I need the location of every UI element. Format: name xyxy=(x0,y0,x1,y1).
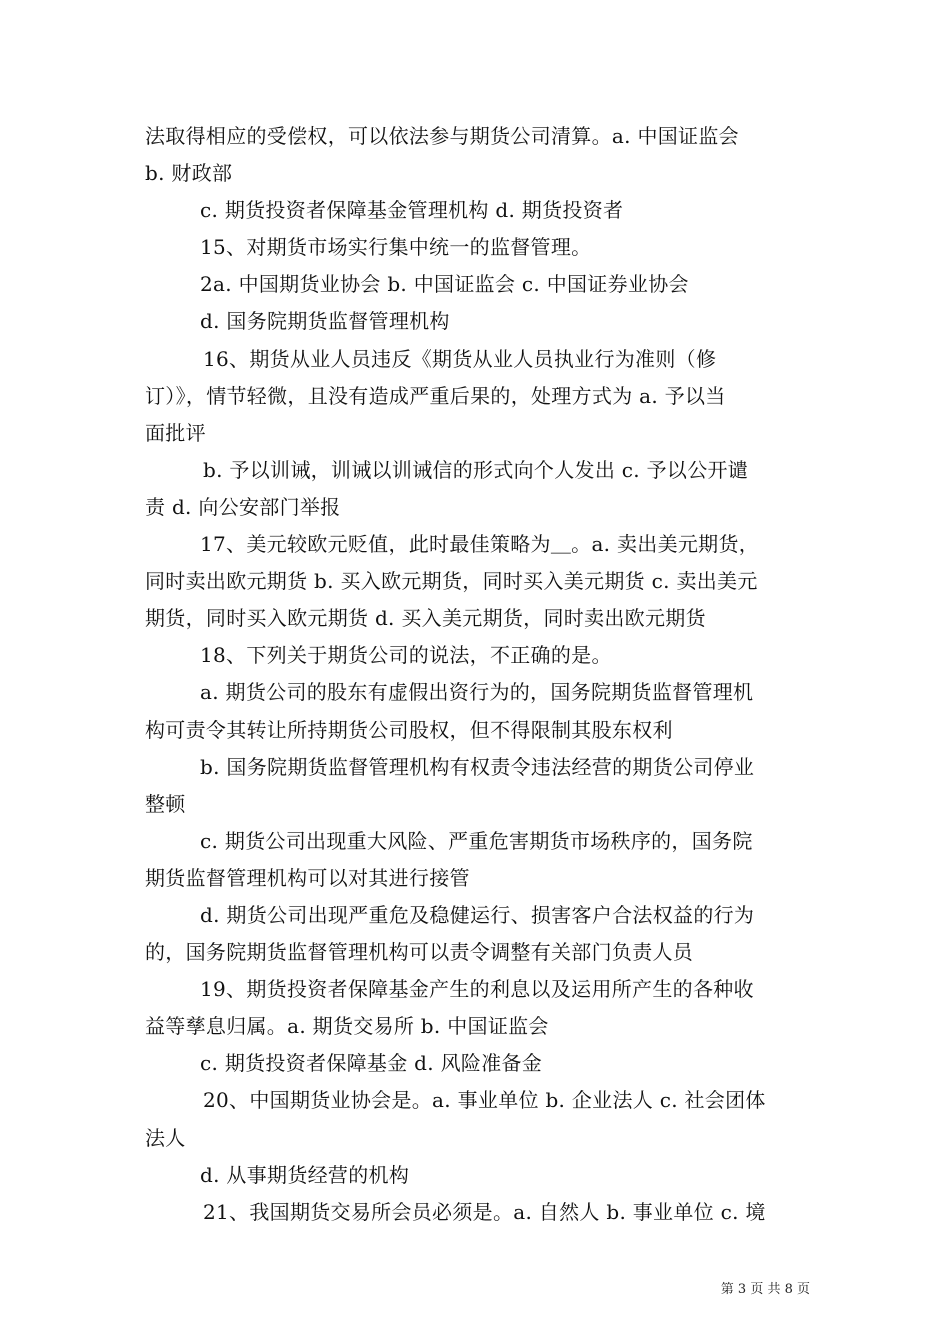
text-line: c. 期货投资者保障基金 d. 风险准备金 xyxy=(200,1051,543,1076)
text-line: 同时卖出欧元期货 b. 买入欧元期货，同时买入美元期货 c. 卖出美元 xyxy=(145,569,758,594)
page-number-footer: 第 3 页 共 8 页 xyxy=(720,1282,810,1297)
text-line: 期货，同时买入欧元期货 d. 买入美元期货，同时卖出欧元期货 xyxy=(145,606,706,631)
question-16: 16、期货从业人员违反《期货从业人员执业行为准则（修 xyxy=(203,346,717,371)
text-line: d. 国务院期货监督管理机构 xyxy=(200,309,450,334)
text-line: 2a. 中国期货业协会 b. 中国证监会 c. 中国证券业协会 xyxy=(200,272,689,297)
text-line: b. 国务院期货监督管理机构有权责令违法经营的期货公司停业 xyxy=(200,754,755,779)
text-line: 订）》，情节轻微，且没有造成严重后果的，处理方式为 a. 予以当 xyxy=(145,383,726,408)
text-line: c. 期货公司出现重大风险、严重危害期货市场秩序的，国务院 xyxy=(200,828,753,853)
document-body xyxy=(145,118,810,1231)
text-line: 整顿 xyxy=(145,791,186,816)
question-15: 15、对期货市场实行集中统一的监督管理。 xyxy=(200,235,592,260)
text-line: d. 期货公司出现严重危及稳健运行、损害客户合法权益的行为 xyxy=(200,902,755,927)
question-18: 18、下列关于期货公司的说法，不正确的是。 xyxy=(200,643,612,668)
text-line: 法人 xyxy=(145,1125,186,1150)
text-line: a. 期货公司的股东有虚假出资行为的，国务院期货监督管理机 xyxy=(200,680,754,705)
text-line: 的，国务院期货监督管理机构可以责令调整有关部门负责人员 xyxy=(145,940,694,965)
text-line: 构可责令其转让所持期货公司股权，但不得限制其股东权利 xyxy=(145,717,673,742)
text-line: b. 财政部 xyxy=(145,161,233,186)
text-line: 期货监督管理机构可以对其进行接管 xyxy=(145,865,470,890)
question-19: 19、期货投资者保障基金产生的利息以及运用所产生的各种收 xyxy=(200,977,754,1002)
question-20: 20、中国期货业协会是。a. 事业单位 b. 企业法人 c. 社会团体 xyxy=(203,1088,766,1113)
text-line: 益等孳息归属。a. 期货交易所 b. 中国证监会 xyxy=(145,1014,549,1039)
text-line: b. 予以训诫，训诫以训诫信的形式向个人发出 c. 予以公开谴 xyxy=(203,457,749,482)
text-line: 法取得相应的受偿权，可以依法参与期货公司清算。a. 中国证监会 xyxy=(145,124,739,148)
text-line: d. 从事期货经营的机构 xyxy=(200,1162,410,1187)
text-line: c. 期货投资者保障基金管理机构 d. 期货投资者 xyxy=(200,198,624,223)
question-21: 21、我国期货交易所会员必须是。a. 自然人 b. 事业单位 c. 境 xyxy=(203,1199,766,1224)
question-17: 17、美元较欧元贬值，此时最佳策略为＿。a. 卖出美元期货， xyxy=(200,532,760,557)
text-line: 责 d. 向公安部门举报 xyxy=(145,494,341,519)
text-line: 面批评 xyxy=(145,420,206,445)
